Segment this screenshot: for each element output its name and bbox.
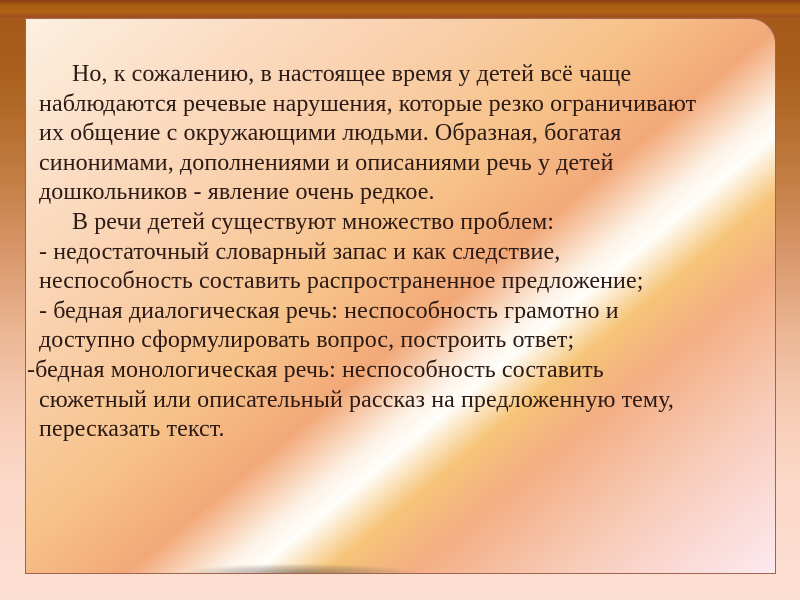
panel-bottom-shadow [156, 559, 416, 573]
text-line: пересказать текст. [39, 416, 225, 443]
text-line: неспособность составить распространенное предложение; [39, 268, 644, 295]
frame-top-strip [0, 0, 800, 17]
text-line: синонимами, дополнениями и описаниями речь у детей [39, 149, 614, 176]
text-line: В речи детей существуют множество проблем: [72, 208, 555, 235]
text-line: -бедная монологическая речь: неспособность составить [27, 356, 604, 383]
text-line: сюжетный или описательный рассказ на предложенную тему, [39, 386, 675, 413]
text-panel [25, 18, 776, 574]
text-line: - недостаточный словарный запас и как следствие, [39, 238, 561, 265]
body-text [27, 60, 767, 445]
text-line: доступно сформулировать вопрос, построить ответ; [39, 327, 575, 354]
text-line: наблюдаются речевые нарушения, которые резко ограничивают [39, 90, 697, 117]
text-line: дошкольников - явление очень редкое. [39, 179, 435, 206]
text-line: их общение с окружающими людьми. Образная, богатая [39, 120, 622, 147]
text-line: Но, к сожалению, в настоящее время у детей всё чаще [72, 61, 632, 87]
text-line: - бедная диалогическая речь: неспособность грамотно и [39, 297, 619, 324]
